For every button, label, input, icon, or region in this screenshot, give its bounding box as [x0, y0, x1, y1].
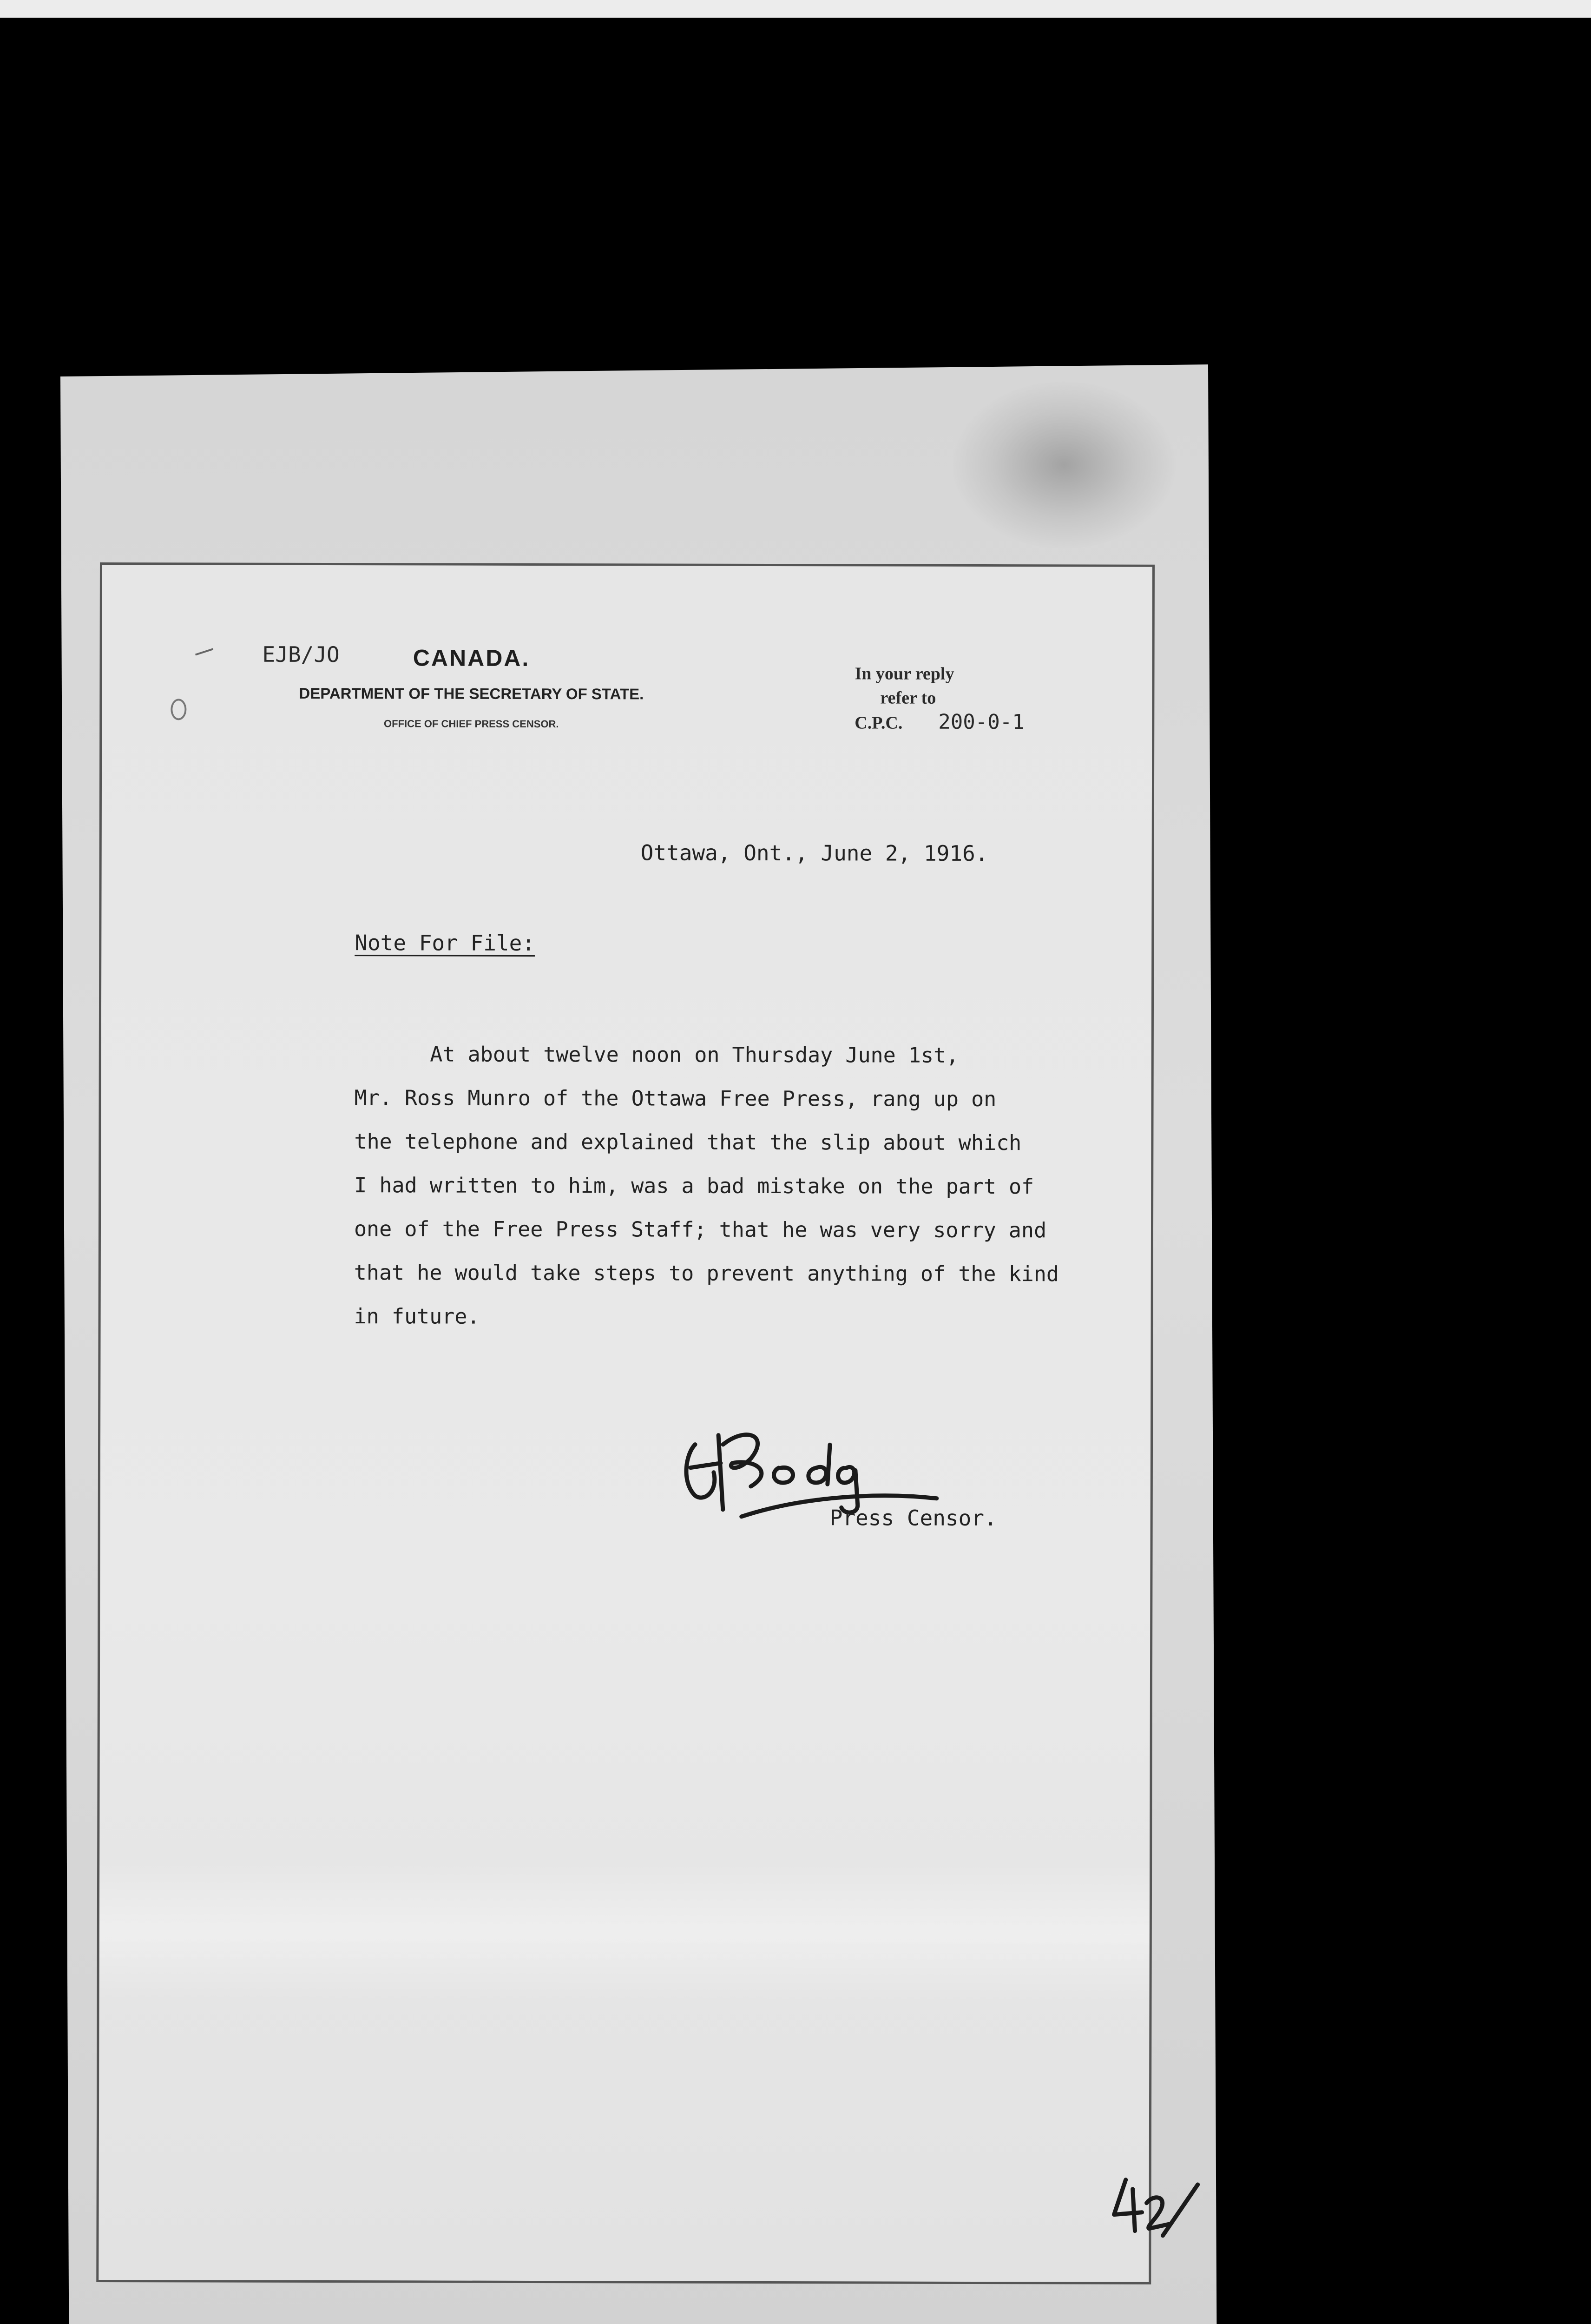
reply-reference	[855, 661, 1025, 735]
reply-code-row	[855, 710, 1025, 735]
signature-title: Press Censor.	[829, 1505, 997, 1531]
dateline: Ottawa, Ont., June 2, 1916.	[640, 840, 988, 866]
note-title: Note For File:	[355, 930, 535, 956]
letter-page	[96, 562, 1155, 2284]
reply-line-2: refer to	[880, 688, 936, 708]
top-film-edge	[0, 0, 1591, 18]
reply-line-1: In your reply	[855, 664, 954, 684]
exposure-band	[99, 1862, 1150, 2003]
letterhead-country: CANADA.	[413, 645, 530, 671]
letterhead-department: DEPARTMENT OF THE SECRETARY OF STATE.	[299, 684, 644, 703]
reference-initials: EJB/JO	[262, 641, 340, 667]
handwritten-page-number	[1107, 2171, 1200, 2240]
reply-code-label: C.P.C.	[855, 713, 903, 733]
smudge-mark	[953, 381, 1176, 548]
body-text: At about twelve noon on Thursday June 1st, Mr. Ross Munro of the Ottawa Free Press, rang up on the telephone and explained that the slip about which I had written to him, was a bad mistake on the part of one of the Free Press Staff; that he was very sorry and that he would take steps to prevent anything of the kind in future.	[354, 1042, 1059, 1329]
reply-code: 200-0-1	[938, 710, 1025, 734]
letterhead-office: OFFICE OF CHIEF PRESS CENSOR.	[383, 718, 559, 730]
